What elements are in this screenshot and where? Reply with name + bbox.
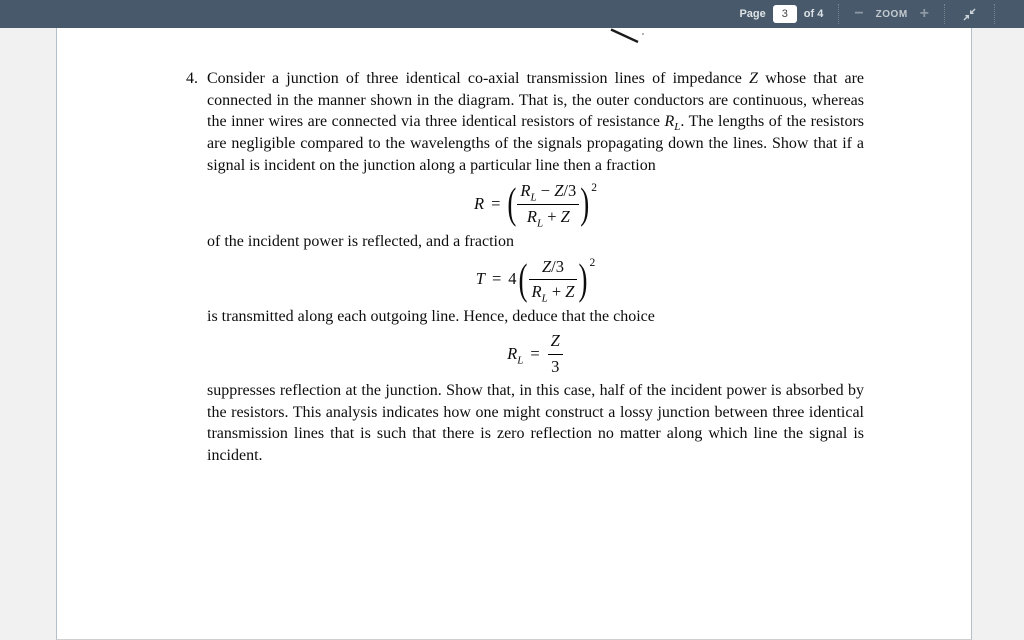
eq2-exponent: 2 bbox=[589, 257, 596, 270]
problem-paragraph-4: suppresses reflection at the junction. Show that, in this case, half of the incident power is absorbed by the resistors. This analysis indicates how one might construct a lossy junction between three identical transmission lines that is such that there is zero reflection no matter along which line the signal is incident. bbox=[207, 381, 864, 465]
zoom-label: ZOOM bbox=[875, 8, 908, 20]
eq1-equals-sign: = bbox=[491, 193, 501, 213]
toolbar-divider bbox=[838, 4, 839, 24]
eq2-lhs: T bbox=[475, 269, 485, 289]
eq3-equals-sign: = bbox=[530, 344, 540, 364]
eq1-lhs: R bbox=[474, 193, 485, 213]
eq3-numerator: Z bbox=[550, 331, 560, 351]
eq1-numerator: $R_L - Z/3$ bbox=[520, 180, 577, 204]
collapse-diagonal-arrows-icon bbox=[962, 7, 977, 22]
left-parenthesis: ( bbox=[518, 254, 528, 303]
document-page bbox=[56, 28, 972, 640]
eq2-denominator: $R_L + Z$ bbox=[529, 279, 578, 303]
page-number-input[interactable] bbox=[773, 5, 797, 23]
right-parenthesis: ) bbox=[580, 179, 590, 228]
eq3-denominator: 3 bbox=[548, 354, 563, 378]
problem-paragraph-1: Consider a junction of three identical co-axial transmission lines of impedance Z whose that are connected in the manner shown in the diagram. That is, the outer conductors are continuous, whereas the inner wires are connected via three identical resistors of resistance $R_L$. The lengths of the resistors are negligible compared to the wavelengths of the signals propagating down the lines. Show that if a signal is incident on the junction along a particular line then a fraction bbox=[207, 70, 865, 174]
page-label: Page bbox=[739, 8, 766, 20]
eq1-fraction bbox=[517, 180, 579, 227]
problem-paragraph-2: of the incident power is reflected, and a fraction bbox=[207, 232, 514, 250]
zoom-out-button[interactable]: − bbox=[854, 5, 864, 22]
eq1-exponent: 2 bbox=[591, 181, 597, 194]
collapse-view-button[interactable] bbox=[960, 7, 979, 22]
eq3-fraction bbox=[548, 330, 563, 377]
equation-reflection-coefficient bbox=[207, 181, 864, 227]
viewer-toolbar bbox=[0, 0, 1024, 28]
eq2-numerator: Z/3 bbox=[541, 256, 565, 276]
diagram-fragment-line bbox=[605, 28, 657, 46]
equation-transmission-coefficient bbox=[207, 254, 864, 305]
eq2-fraction bbox=[529, 256, 578, 303]
zoom-in-button[interactable]: + bbox=[919, 5, 929, 22]
eq1-denominator: $R_L + Z$ bbox=[517, 204, 579, 228]
page-count-label: of 4 bbox=[803, 8, 824, 20]
problem-paragraph-3: is transmitted along each outgoing line. Hence, deduce that the choice bbox=[207, 308, 655, 326]
left-parenthesis: ( bbox=[507, 179, 517, 228]
eq2-coefficient: 4 bbox=[508, 269, 517, 289]
toolbar-divider bbox=[994, 4, 995, 24]
equation-matched-load-choice bbox=[207, 332, 864, 376]
toolbar-divider bbox=[944, 4, 945, 24]
problem-number: 4. bbox=[186, 70, 198, 87]
eq3-lhs: $R_L$ bbox=[507, 344, 524, 367]
eq2-equals-sign: = bbox=[491, 269, 502, 289]
right-parenthesis: ) bbox=[578, 254, 588, 303]
problem-content bbox=[186, 68, 864, 467]
